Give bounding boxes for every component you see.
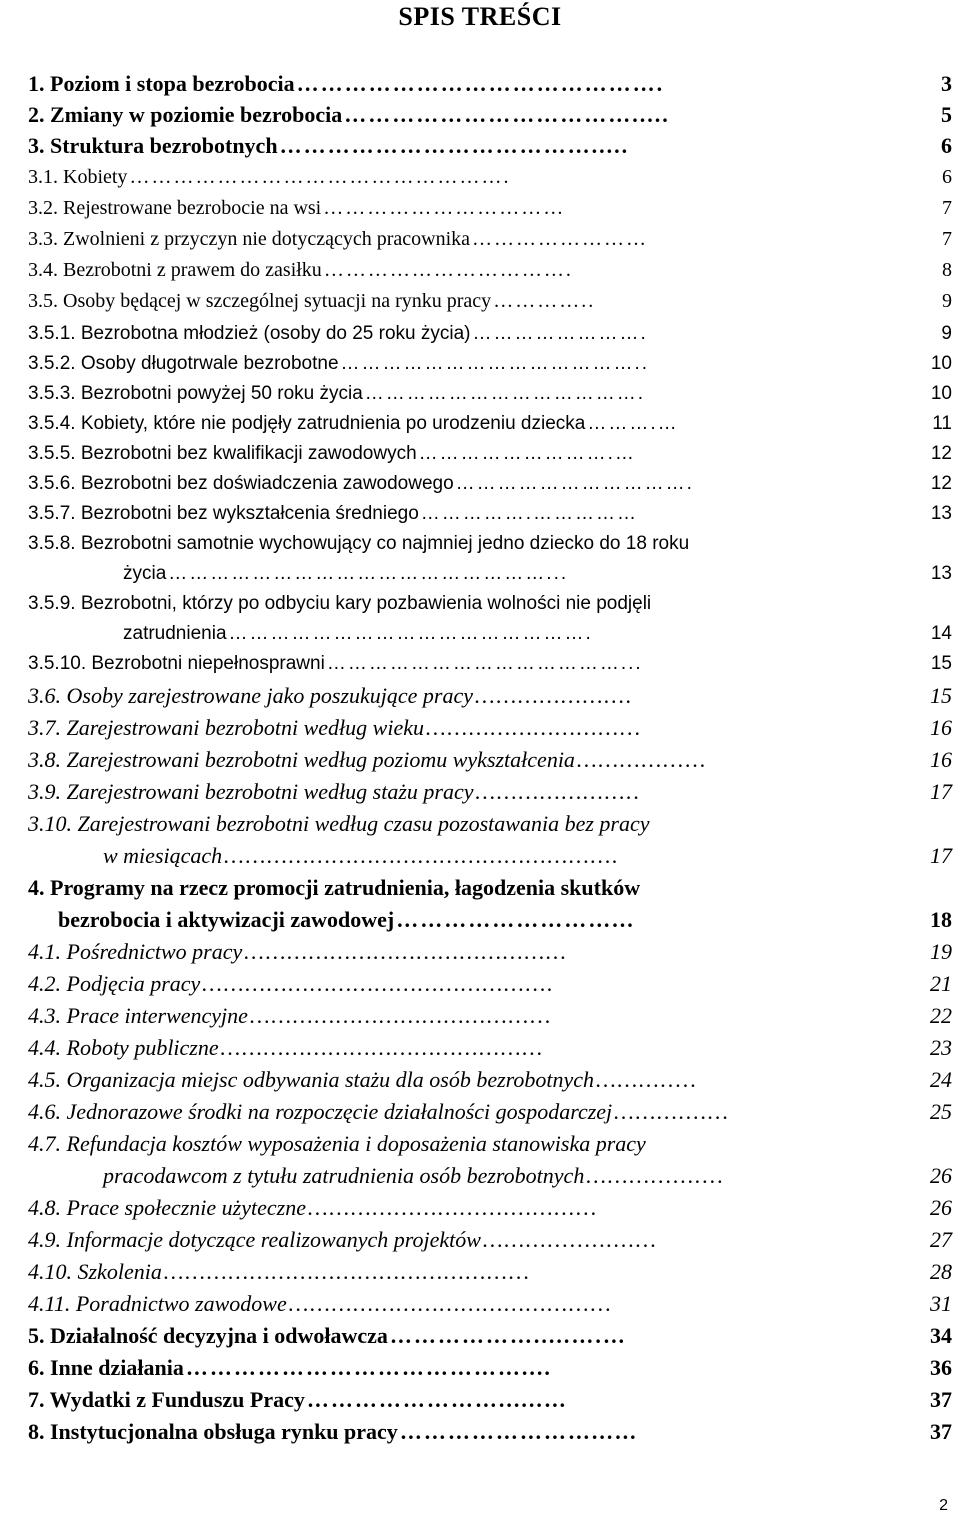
toc-entry [28, 528, 689, 560]
toc-entry [28, 348, 952, 380]
toc-entry-label: 3. Struktura bezrobotnych [28, 133, 278, 158]
toc-entry-page: 13 [930, 503, 952, 524]
toc-entry-label: 3.10. Zarejestrowani bezrobotni według czasu pozostawania bez pracy [28, 811, 650, 836]
toc-entry [28, 968, 952, 1000]
toc-entry-label: 3.5.3. Bezrobotni powyżej 50 roku życia [28, 383, 363, 404]
toc-leader-dots: ……………………………. [455, 473, 694, 494]
toc-entry-page: 5 [941, 102, 952, 127]
toc-entry-label: 3.3. Zwolnieni z przyczyn nie dotyczących pracownika [28, 228, 471, 250]
toc-leader-dots: …………………………………….. [340, 353, 650, 374]
toc-entry-page: 16 [930, 747, 952, 772]
toc-leader-dots: …………………………………………. [202, 971, 555, 996]
toc-leader-dots: ………...….... [586, 1163, 726, 1188]
toc-entry [28, 254, 952, 286]
toc-entry-label: 3.5.2. Osoby długotrwale bezrobotne [28, 353, 339, 374]
toc-leader-dots: ……………………………………………. [228, 623, 593, 644]
toc-entry [28, 1320, 952, 1352]
toc-entry-label: 4.11. Poradnictwo zawodowe [28, 1291, 287, 1316]
toc-entry-page: 7 [942, 228, 952, 250]
toc-leader-dots: ……………….....….… [389, 1323, 627, 1348]
toc-entry-page: 9 [942, 290, 952, 312]
toc-entry-label: 1. Poziom i stopa bezrobocia [28, 71, 295, 96]
toc-entry-page: 15 [930, 653, 952, 674]
toc-entry [28, 68, 952, 100]
toc-entry [28, 1224, 952, 1256]
toc-entry-page: 9 [941, 323, 952, 344]
toc-entry-page: 7 [942, 197, 952, 219]
toc-entry [58, 904, 952, 936]
toc-leader-dots: …………………… [472, 228, 649, 250]
toc-entry-label: zatrudnienia [123, 623, 227, 644]
toc-entry-page: 17 [930, 779, 952, 804]
toc-leader-dots: ……………………. [472, 323, 648, 344]
toc-entry-page: 10 [930, 383, 952, 404]
toc-entry [28, 1256, 952, 1288]
toc-entry-label: 3.6. Osoby zarejestrowane jako poszukujące pracy [28, 683, 474, 708]
toc-entry-label: 4.3. Prace interwencyjne [28, 1003, 248, 1028]
toc-leader-dots: ……………………………………… [220, 1035, 545, 1060]
toc-entry-page: 11 [932, 413, 952, 434]
toc-entry [28, 318, 952, 350]
toc-entry [28, 192, 952, 224]
toc-entry [103, 840, 952, 872]
toc-entry [28, 438, 952, 470]
toc-entry-label: 4.5. Organizacja miejsc odbywania stażu dla osób bezrobotnych [28, 1067, 595, 1092]
toc-entry [28, 588, 651, 620]
toc-entry-page: 28 [930, 1259, 952, 1284]
toc-entry-page: 12 [930, 443, 952, 464]
toc-entry [28, 161, 952, 193]
toc-entry [28, 712, 952, 744]
toc-entry-label: 2. Zmiany w poziomie bezrobocia [28, 102, 343, 127]
toc-leader-dots: ……………………………………………. [129, 166, 511, 188]
toc-entry-label: 7. Wydatki z Funduszu Pracy [28, 1387, 305, 1412]
toc-entry-page: 25 [930, 1099, 952, 1124]
toc-leader-dots: …………………………………..... [279, 133, 630, 158]
page-number: 2 [939, 1497, 948, 1514]
toc-entry-label: bezrobocia i aktywizacji zawodowej [58, 907, 395, 932]
toc-entry-label: 3.5.1. Bezrobotna młodzież (osoby do 25 roku życia) [28, 323, 471, 344]
toc-entry [28, 130, 952, 162]
toc-entry [28, 1032, 952, 1064]
toc-leader-dots: …………………………………... [249, 1003, 553, 1028]
toc-entry-label: 3.2. Rejestrowane bezrobocie na wsi [28, 197, 322, 219]
toc-entry-page: 17 [930, 843, 952, 868]
toc-entry-label: 3.5.6. Bezrobotni bez doświadczenia zawodowego [28, 473, 454, 494]
toc-leader-dots: ……………………………………... [288, 1291, 614, 1316]
toc-leader-dots: …………………………… [323, 197, 566, 219]
toc-entry-label: 4.4. Roboty publiczne [28, 1035, 219, 1060]
toc-entry-label: 4. Programy na rzecz promocji zatrudnienia, łagodzenia skutków [28, 875, 641, 900]
toc-entry-label: 3.7. Zarejestrowani bezrobotni według wieku [28, 715, 424, 740]
toc-entry [28, 99, 952, 131]
toc-entry [28, 1064, 952, 1096]
toc-entry [28, 744, 952, 776]
toc-entry-label: 8. Instytucjonalna obsługa rynku pracy [28, 1419, 398, 1444]
toc-entry-page: 34 [930, 1323, 952, 1348]
toc-leader-dots: …………...……...….………... [307, 1195, 599, 1220]
toc-leader-dots: ……………………......… [306, 1387, 568, 1412]
toc-leader-dots: …………………………………. [364, 383, 646, 404]
toc-entry-page: 13 [930, 563, 952, 584]
toc-entry [28, 1096, 952, 1128]
toc-entry [28, 285, 952, 317]
toc-leader-dots: ………………….. [475, 779, 642, 804]
toc-leader-dots: ………………………………………. [296, 71, 665, 96]
toc-entry-page: 21 [930, 971, 952, 996]
toc-entry-page: 18 [930, 907, 952, 932]
toc-entry-page: 19 [930, 939, 952, 964]
toc-entry-page: 37 [930, 1387, 952, 1412]
toc-entry [28, 1128, 646, 1160]
toc-entry-label: 5. Działalność decyzyjna i odwoławcza [28, 1323, 388, 1348]
toc-entry-label: życia [123, 563, 167, 584]
toc-leader-dots: …………….…………… [420, 503, 639, 524]
toc-entry-page: 6 [941, 133, 952, 158]
toc-entry-page: 26 [930, 1195, 952, 1220]
toc-entry-label: 3.8. Zarejestrowani bezrobotni według poziomu wykształcenia [28, 747, 575, 772]
toc-entry-label: 4.9. Informacje dotyczące realizowanych projektów [28, 1227, 481, 1252]
toc-leader-dots: ……….…... [614, 1099, 731, 1124]
toc-entry-label: w miesiącach [103, 843, 223, 868]
toc-entry [123, 558, 952, 590]
toc-entry-label: 3.5.9. Bezrobotni, którzy po odbyciu kary pozbawienia wolności nie podjęli [28, 593, 652, 614]
toc-entry [28, 1384, 952, 1416]
toc-entry-page: 31 [930, 1291, 952, 1316]
toc-entry-label: 4.6. Jednorazowe środki na rozpoczęcie działalności gospodarczej [28, 1099, 613, 1124]
toc-entry-label: 3.5.8. Bezrobotni samotnie wychowujący co najmniej jedno dziecko do 18 roku [28, 533, 690, 554]
toc-leader-dots: …………………. [475, 683, 634, 708]
toc-leader-dots: ……………………………. [323, 259, 573, 281]
toc-entry-label: 4.10. Szkolenia [28, 1259, 162, 1284]
toc-entry-page: 23 [930, 1035, 952, 1060]
toc-entry [28, 776, 952, 808]
toc-entry [103, 1160, 952, 1192]
toc-entry [28, 1416, 952, 1448]
toc-entry-label: 3.5.10. Bezrobotni niepełnosprawni [28, 653, 325, 674]
toc-entry-page: 15 [930, 683, 952, 708]
toc-entry-page: 24 [930, 1067, 952, 1092]
toc-leader-dots: ………….. [493, 290, 596, 312]
toc-entry-page: 6 [942, 166, 952, 188]
toc-entry [28, 408, 952, 440]
toc-entry [28, 872, 640, 904]
toc-entry [28, 936, 952, 968]
toc-entry [28, 1352, 952, 1384]
toc-entry-page: 37 [930, 1419, 952, 1444]
toc-entry-page: 22 [930, 1003, 952, 1028]
toc-entry [28, 498, 952, 530]
toc-leader-dots: …………...… [576, 747, 708, 772]
page-title: SPIS TREŚCI [398, 2, 562, 31]
toc-entry-label: pracodawcom z tytułu zatrudnienia osób bezrobotnych [103, 1163, 585, 1188]
toc-entry-page: 27 [930, 1227, 952, 1252]
toc-entry-page: 8 [942, 259, 952, 281]
toc-entry [28, 1192, 952, 1224]
toc-leader-dots: ……………………...… [399, 1419, 639, 1444]
toc-entry-label: 3.4. Bezrobotni z prawem do zasiłku [28, 259, 322, 281]
toc-entry-label: 3.5. Osoby będącej w szczególnej sytuacji na rynku pracy [28, 290, 492, 312]
toc-entry [28, 1288, 952, 1320]
toc-entry [28, 808, 650, 840]
toc-leader-dots: ………………………………………………... [168, 563, 569, 584]
toc-entry [123, 618, 952, 650]
toc-leader-dots: ………………………………………………. [224, 843, 620, 868]
toc-entry-page: 10 [930, 353, 952, 374]
toc-entry-label: 3.1. Kobiety [28, 166, 128, 188]
toc-entry [28, 680, 952, 712]
toc-entry-label: 3.5.4. Kobiety, które nie podjęły zatrudnienia po urodzeniu dziecka [28, 413, 586, 434]
toc-entry-page: 16 [930, 715, 952, 740]
toc-entry [28, 223, 952, 255]
toc-leader-dots: ……………………………………… [244, 939, 568, 964]
toc-leader-dots: ………………………………..... [344, 102, 670, 127]
toc-entry [28, 1000, 952, 1032]
toc-entry-label: 4.2. Podjęcia pracy [28, 971, 201, 996]
toc-entry-label: 3.5.5. Bezrobotni bez kwalifikacji zawodowych [28, 443, 417, 464]
toc-leader-dots: …………………………………………... [163, 1259, 532, 1284]
toc-entry-label: 4.8. Prace społecznie użyteczne [28, 1195, 306, 1220]
toc-leader-dots: ……………………….… [418, 443, 636, 464]
toc-entry-label: 6. Inne działania [28, 1355, 184, 1380]
toc-entry-page: 12 [930, 473, 952, 494]
toc-entry [28, 648, 952, 680]
toc-leader-dots: ……….....….…... [482, 1227, 659, 1252]
toc-entry-page: 26 [930, 1163, 952, 1188]
toc-leader-dots: ………………………... [396, 907, 635, 932]
toc-leader-dots: …………………………………….... [185, 1355, 552, 1380]
toc-entry [28, 468, 952, 500]
toc-leader-dots: ………..... [596, 1067, 699, 1092]
toc-entry-page: 3 [941, 71, 952, 96]
toc-entry-label: 4.1. Pośrednictwo pracy [28, 939, 243, 964]
toc-entry-page: 14 [930, 623, 952, 644]
toc-leader-dots: ……………………………………... [326, 653, 643, 674]
toc-entry [28, 378, 952, 410]
toc-entry-label: 3.9. Zarejestrowani bezrobotni według stażu pracy [28, 779, 474, 804]
toc-entry-label: 3.5.7. Bezrobotni bez wykształcenia średniego [28, 503, 419, 524]
toc-leader-dots: ……….… [587, 413, 679, 434]
toc-entry-label: 4.7. Refundacja kosztów wyposażenia i doposażenia stanowiska pracy [28, 1131, 646, 1156]
toc-entry-page: 36 [930, 1355, 952, 1380]
toc-leader-dots: ………………………... [426, 715, 643, 740]
